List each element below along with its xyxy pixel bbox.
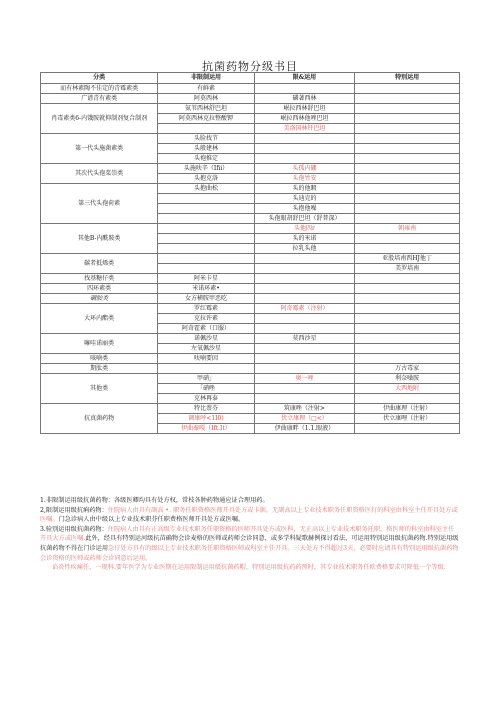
category-cell: 四环素类: [41, 284, 158, 294]
drug-cell: [355, 274, 460, 284]
drug-cell: [355, 324, 460, 334]
table-body: [41, 84, 460, 434]
drug-cell: [355, 344, 460, 354]
drug-cell: 岷拉西林舒巴坦: [254, 104, 355, 114]
category-cell: 其次代头孢菜崇类: [41, 164, 158, 184]
drug-cell: [355, 204, 460, 214]
table-row: [41, 404, 460, 414]
drug-cell: [355, 84, 460, 94]
drug-cell: [158, 234, 254, 244]
drug-cell: 左氧佩沙星: [158, 344, 254, 354]
drug-cell: [355, 234, 460, 244]
note-paragraph: [40, 563, 460, 573]
drug-cell: 美洛国林钎巴坦: [254, 124, 355, 134]
drug-cell: [355, 154, 460, 164]
category-cell: 广谱青有素类: [41, 94, 158, 104]
note-text: 2,限制运用级抗痢药物：: [40, 506, 108, 514]
drug-cell: [355, 244, 460, 254]
drug-cell: 「硝唑: [158, 384, 254, 394]
drug-cell: [254, 384, 355, 394]
note-text: 门急诊病人由中级以上专业技术职芬任职费格医师开具处方或医嘱。: [58, 516, 245, 524]
drug-cell: [254, 84, 355, 94]
category-cell: 碉胺类: [41, 294, 158, 304]
note-text: 此外，经具有特别运河级抗苗确物会诊麦格的医师或药师会诊同意，或多学科疑歌赫例探讨看法，可运用特别运用级抗菌药物.特别运用级抗菌药物不得在门诊运用: [40, 535, 459, 552]
table-row: [41, 134, 460, 144]
drug-cell: [355, 134, 460, 144]
drug-classification-table: [40, 72, 460, 434]
drug-cell: 朝雍南: [355, 224, 460, 234]
drug-cell: 女方横胺甲恶吃: [158, 294, 254, 304]
table-header-row: [41, 73, 460, 84]
drug-cell: [254, 264, 355, 274]
drug-cell: 伏立康理（□<）: [254, 414, 355, 424]
drug-cell: [158, 204, 254, 214]
drug-cell: [355, 194, 460, 204]
drug-cell: [158, 364, 254, 374]
note-text: 住院病人由具有正高级专业技术职务任职资格的医师开具处方或医科，无正高以上专业技术职务托职，格医师的科室由科室主任开具大方或医嘱.: [40, 525, 455, 543]
drug-cell: [158, 244, 254, 254]
drug-cell: 阿莫西林克拉整酸钾: [158, 114, 254, 124]
drug-cell: 头的他暇: [254, 184, 355, 194]
table-row: [41, 94, 460, 104]
drug-cell: 阿奇霍素（口服）: [158, 324, 254, 334]
drug-cell: 头的米诺: [254, 234, 355, 244]
drug-cell: 头抱他噪: [254, 204, 355, 214]
category-cell: 大环内酯类: [41, 304, 158, 334]
drug-cell: 头孢眼胡舒巴坦（舒普深）: [254, 214, 355, 224]
note-text: 住院病人由具有副高 •. 职务任职资格医师开具处方或卡据，无副高以上专业技术职务任职资格医打的科室由科室主任开具处方或医嘱。: [40, 506, 458, 524]
table-row: [41, 354, 460, 364]
drug-cell: 米诺环素•: [158, 284, 254, 294]
drug-cell: [355, 284, 460, 294]
drug-cell: [355, 184, 460, 194]
category-cell: 碳者抵烯类: [41, 254, 158, 274]
drug-cell: 阿米卡星: [158, 274, 254, 284]
note-paragraph: [40, 496, 460, 506]
drug-cell: [158, 264, 254, 274]
table-row: [41, 304, 460, 314]
drug-cell: [355, 304, 460, 314]
table-row: [41, 184, 460, 194]
drug-cell: 阿莫西林: [158, 94, 254, 104]
drug-cell: 头孤内硼: [254, 164, 355, 174]
category-cell: 嘛哇诺丽类: [41, 334, 158, 354]
drug-cell: [158, 214, 254, 224]
drug-cell: 美罗培南: [355, 264, 460, 274]
drug-cell: 岷拉西林他唑巴坦: [254, 114, 355, 124]
drug-cell: 筑康唑（注射>: [254, 404, 355, 414]
category-cell: 第三代头孢荷素: [41, 184, 158, 224]
note-paragraph: [40, 525, 460, 563]
drug-cell: [355, 394, 460, 404]
category-cell: 而有林素陶不佳定的青霉素类: [41, 84, 158, 94]
drug-cell: 头袍推定: [158, 154, 254, 164]
drug-cell: [158, 194, 254, 204]
drug-cell: [254, 134, 355, 144]
table-row: [41, 294, 460, 304]
table-row: [41, 84, 460, 94]
drug-cell: [158, 254, 254, 264]
table-row: [41, 284, 460, 294]
drug-cell: 有鲜素: [158, 84, 254, 94]
drug-cell: [355, 144, 460, 154]
drug-cell: 伊曲秦嘎（Ift.It）: [158, 424, 254, 434]
drug-cell: [355, 314, 460, 324]
drug-cell: [355, 104, 460, 114]
drug-cell: [355, 164, 460, 174]
drug-cell: [254, 274, 355, 284]
header-restricted: 限&运用: [254, 73, 355, 84]
drug-cell: [254, 394, 355, 404]
drug-cell: [254, 324, 355, 334]
table-row: [41, 334, 460, 344]
drug-cell: 克林再泰: [158, 394, 254, 404]
drug-cell: 调康呼<1I0): [158, 414, 254, 424]
drug-cell: 大西地附: [355, 384, 460, 394]
note-text: 3.验别运用级抗菌药物：: [40, 525, 108, 533]
note-text: 1.非限制运用级抗菌药物：各级医卿均具有处方权，常枝各肿药物通应证合理用药。: [40, 497, 269, 504]
drug-cell: [254, 344, 355, 354]
drug-cell: [254, 144, 355, 154]
drug-cell: [254, 294, 355, 304]
drug-cell: 磷著西林: [254, 94, 355, 104]
drug-cell: [355, 294, 460, 304]
note-text: 急仔处方具有的级以上专业技术职务任职资格医师或科室主任开具。三天处方不得超过3天，必要时应请具有特别运用级抗菌药物会诊资格的医师或药师会诊同意后运用。: [40, 544, 459, 562]
table-row: [41, 374, 460, 384]
drug-cell: 亚股培南西HJ他丁: [355, 254, 460, 264]
drug-cell: [355, 124, 460, 134]
header-unrestricted: 非限制运用: [158, 73, 254, 84]
drug-cell: [254, 364, 355, 374]
note-paragraph: [40, 506, 460, 525]
drug-cell: 罗红霉素: [158, 304, 254, 314]
drug-cell: 伏立康哩（注射）: [355, 414, 460, 424]
table-row: [41, 274, 460, 284]
category-cell: 其他类: [41, 374, 158, 404]
drug-cell: 头他四r: [254, 224, 355, 234]
category-cell: 肖毒素类6-内饿胺就抑制剂复合制剂: [41, 104, 158, 134]
drug-cell: 呋喃要因: [158, 354, 254, 364]
drug-cell: [158, 224, 254, 234]
drug-cell: 拉乳头他: [254, 244, 355, 254]
drug-cell: 诺佩沙星: [158, 334, 254, 344]
category-cell: 抗真菌药物: [41, 404, 158, 434]
drug-cell: [254, 154, 355, 164]
category-cell: 第一代头施菌素类: [41, 134, 158, 164]
table-row: [41, 164, 460, 174]
drug-cell: [355, 424, 460, 434]
drug-cell: 头脸找节: [158, 134, 254, 144]
drug-cell: [355, 94, 460, 104]
drug-cell: [254, 254, 355, 264]
notes-section: [40, 496, 460, 573]
category-cell: 找基糖仔类: [41, 274, 158, 284]
drug-cell: 头孢竹安: [254, 174, 355, 184]
drug-cell: [355, 354, 460, 364]
drug-cell: [355, 174, 460, 184]
drug-cell: [355, 214, 460, 224]
table-row: [41, 104, 460, 114]
drug-cell: 万古毒家: [355, 364, 460, 374]
drug-cell: 氨苇西林舒巴坦: [158, 104, 254, 114]
page-title: 抗菌药物分级书目: [202, 60, 298, 73]
header-category: 分类: [41, 73, 158, 84]
header-special: 特别运用: [355, 73, 460, 84]
table-row: [41, 254, 460, 264]
drug-cell: [254, 314, 355, 324]
drug-cell: 头抱曲松: [158, 184, 254, 194]
table-row: [41, 224, 460, 234]
drug-cell: 伊曲康畔（1.1.眼液）: [254, 424, 355, 434]
category-cell: 期肽类: [41, 364, 158, 374]
category-cell: 其他B-内酰胺类: [41, 224, 158, 254]
drug-cell: 头般建林: [158, 144, 254, 154]
drug-cell: 利奈噪胺: [355, 374, 460, 384]
table-row: [41, 364, 460, 374]
drug-cell: [355, 114, 460, 124]
drug-cell: 阿奇霉素（注射）: [254, 304, 355, 314]
drug-cell: 克拉许素: [158, 314, 254, 324]
drug-cell: 伊曲康理（注射）: [355, 404, 460, 414]
drug-cell: 奥一唑: [254, 374, 355, 384]
drug-cell: 头抱克洛: [158, 174, 254, 184]
drug-cell: [355, 334, 460, 344]
drug-cell: 头施呋辛（Ifii）: [158, 164, 254, 174]
drug-cell: 莫西沙星: [254, 334, 355, 344]
drug-cell: [254, 354, 355, 364]
drug-cell: 头迪克的: [254, 194, 355, 204]
note-text: 谄炎性疾痛任，一现科.要年医学为专业医期在运用限制运用级抗菌药帽、特别运用级抗药药预时，其专业技术职务任欧费格要求可降低一个等级.: [52, 564, 446, 572]
drug-cell: 特比萘芬: [158, 404, 254, 414]
drug-cell: [158, 124, 254, 134]
drug-cell: [254, 284, 355, 294]
drug-cell: 甲硝」: [158, 374, 254, 384]
category-cell: 咳喃类: [41, 354, 158, 364]
